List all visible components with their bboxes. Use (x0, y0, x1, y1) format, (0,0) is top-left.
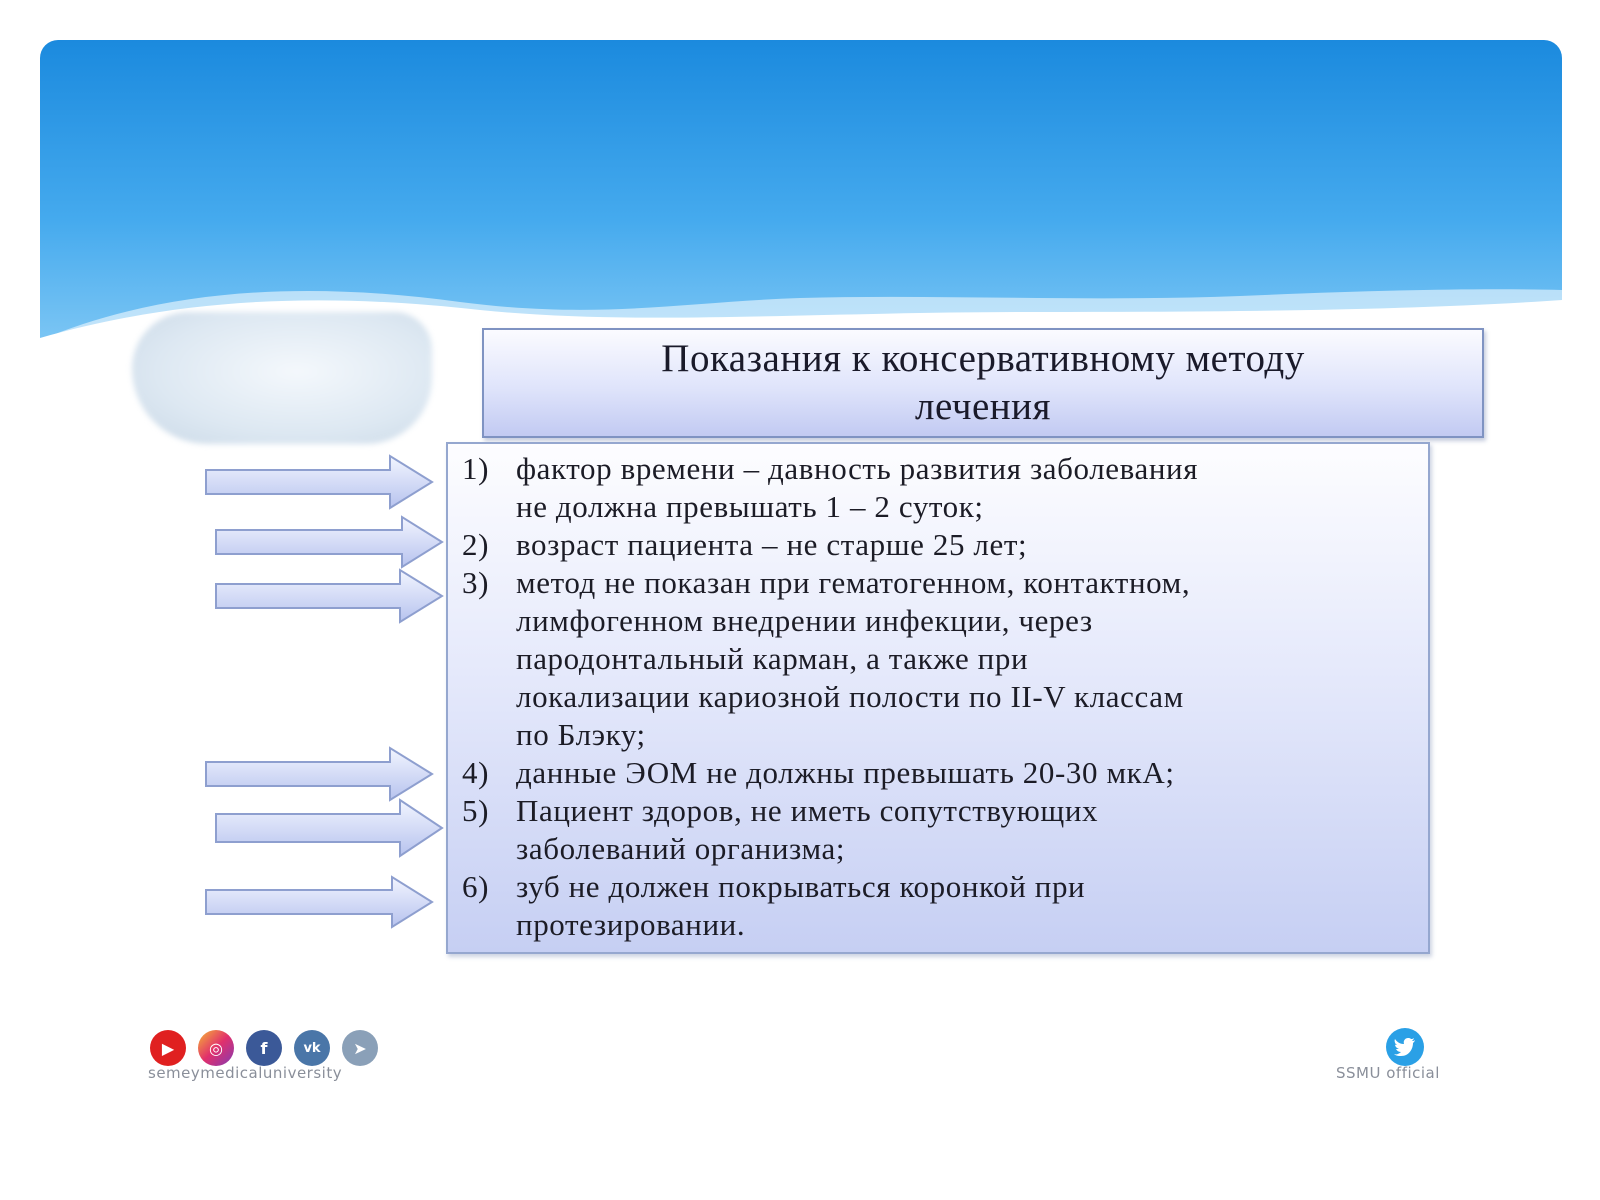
item-text-line: Пациент здоров, не иметь сопутствующих (516, 793, 1099, 828)
arrow-right-icon (214, 796, 446, 860)
list-item (462, 526, 1412, 564)
item-text-line: локализации кариозной полости по II-V классам (516, 679, 1184, 714)
arrow-right-icon (204, 452, 436, 512)
item-text-line: протезировании. (516, 907, 746, 942)
slide-title-line-1: Показания к консервативному методу (661, 337, 1305, 380)
footer-handle-right: SSMU official (1336, 1064, 1440, 1082)
arrow-right-icon (204, 874, 436, 930)
list-item (462, 754, 1412, 792)
item-text (516, 754, 1412, 792)
item-text-line: фактор времени – давность развития заболевания (516, 451, 1199, 486)
slide-title-line-2: лечения (915, 385, 1051, 428)
list-item (462, 450, 1412, 526)
youtube-icon[interactable]: ▶ (150, 1030, 186, 1066)
item-number: 4) (462, 755, 490, 790)
item-text-line: метод не показан при гематогенном, контактном, (516, 565, 1191, 600)
arrow-right-icon (214, 566, 446, 626)
item-text-line: данные ЭОМ не должны превышать 20-30 мкА; (516, 755, 1175, 790)
vk-icon[interactable]: vk (294, 1030, 330, 1066)
item-text-line: по Блэку; (516, 717, 646, 752)
list-item (462, 868, 1412, 944)
item-text-line: пародонтальный карман, а также при (516, 641, 1029, 676)
decorative-blur-shape (132, 312, 432, 444)
item-text-line: зуб не должен покрываться коронкой при (516, 869, 1086, 904)
item-number: 5) (462, 793, 490, 828)
item-text-line: заболеваний организма; (516, 831, 846, 866)
item-text-line: возраст пациента – не старше 25 лет; (516, 527, 1028, 562)
instagram-icon[interactable]: ◎ (198, 1030, 234, 1066)
item-text (516, 450, 1412, 526)
title-box (482, 328, 1484, 438)
facebook-icon[interactable]: f (246, 1030, 282, 1066)
item-text (516, 526, 1412, 564)
item-text-line: не должна превышать 1 – 2 суток; (516, 489, 984, 524)
item-number: 2) (462, 527, 490, 562)
twitter-icon[interactable] (1386, 1028, 1424, 1066)
item-number: 1) (462, 451, 490, 486)
list-item (462, 792, 1412, 868)
slide-title (533, 335, 1433, 431)
item-number: 3) (462, 565, 490, 600)
arrow-right-icon (214, 514, 446, 570)
list-item (462, 564, 1412, 754)
item-text (516, 868, 1412, 944)
telegram-icon[interactable]: ➤ (342, 1030, 378, 1066)
indications-list (462, 450, 1412, 944)
arrow-right-icon (204, 744, 436, 804)
item-text (516, 564, 1412, 754)
item-text-line: лимфогенном внедрении инфекции, через (516, 603, 1093, 638)
social-icons (150, 1030, 378, 1066)
footer-handle-left: semeymedicaluniversity (148, 1064, 343, 1082)
item-number: 6) (462, 869, 490, 904)
indications-box (446, 442, 1430, 954)
item-text (516, 792, 1412, 868)
